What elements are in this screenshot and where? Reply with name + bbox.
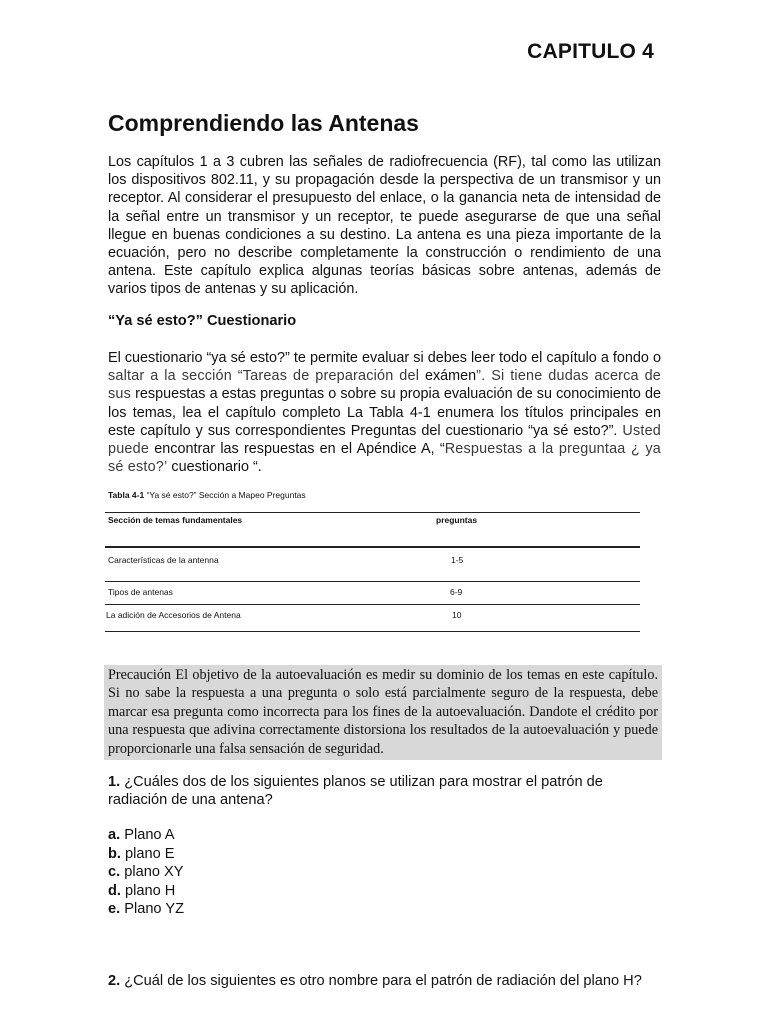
option-c (108, 863, 184, 882)
quiz-intro-text: saltar a la sección “Tareas de preparación del (108, 368, 425, 385)
option-text: Plano A (120, 827, 175, 843)
option-letter: e. (108, 901, 121, 918)
quiz-intro-text: exámen (424, 368, 477, 385)
intro-paragraph: Los capítulos 1 a 3 cubren las señales de radiofrecuencia (RF), tal como las utilizan los dispositivos 802.11, y su propagación desde la perspectiva de un transmisor y un receptor. Al considerar el presupuesto del enlace, o la ganancia neta de intensidad de la señal entre un transmisor y un receptor, te puede asegurarse de que una señal llegue en buenas condiciones a su destino. La antena es una pieza importante de la ecuación, pero no describe completamente la construcción o rendimiento de una antena. Este capítulo explica algunas teorías básicas sobre antenas, además de varios tipos de antenas y su aplicación. (108, 154, 661, 298)
table-rule-top (105, 512, 640, 513)
question-number: 2. (108, 973, 121, 989)
table-cell-section: Características de la antenna (108, 555, 219, 565)
quiz-intro-text: El cuestionario “ya sé esto?” te permite evaluar si debes leer todo el capítulo a fondo o (108, 350, 661, 366)
page-title: Comprendiendo las Antenas (108, 110, 419, 136)
table-header-section: Sección de temas fundamentales (108, 515, 243, 525)
table-cell-questions: 1-5 (451, 555, 464, 565)
table-cell-questions: 10 (452, 610, 462, 620)
table-rule-header (105, 546, 640, 548)
table-rule (105, 604, 640, 605)
option-b (108, 845, 184, 864)
option-letter: c. (108, 864, 121, 881)
quiz-heading: “Ya sé esto?” Cuestionario (108, 313, 297, 329)
quiz-intro-text: respuestas a estas preguntas o sobre su propia evaluación de su conocimiento de los temas, lea el capítulo completo La Tabla 4-1 enumera los títulos principales en este capítulo y sus correspondientes Preguntas del cuestionario “ya sé esto?”. (108, 386, 661, 439)
question-text: ¿Cuál de los siguientes es otro nombre para el patrón de radiación del plano H? (120, 973, 642, 989)
quiz-intro-paragraph (108, 349, 661, 476)
table-cell-questions: 6-9 (450, 587, 463, 597)
caution-box: Precaución El objetivo de la autoevaluación es medir su dominio de los temas en este capítulo. Si no sabe la respuesta a una pregunta o solo está parcialmente seguro de la respuesta, debe marcar esa pregunta como incorrecta para los fines de la autoevaluación. Dandote el crédito por una respuesta que adivina correctamente distorsiona los resultados de la autoevaluación y puede proporcionarle una falsa sensación de seguridad. (104, 665, 662, 760)
question-1-options (108, 826, 184, 919)
option-letter: b. (108, 845, 121, 862)
quiz-intro-text: cuestionario “. (167, 459, 262, 476)
table-header-questions: preguntas (436, 515, 478, 525)
quiz-intro-text: ”. Si tiene dudas acerca de sus (108, 368, 661, 403)
table-rule-bottom (105, 631, 640, 632)
option-a (108, 826, 184, 845)
table-caption (108, 490, 306, 500)
table-rule (105, 581, 640, 582)
quiz-intro-text: Respuestas a la preguntaa ¿ ya sé esto?’ (108, 441, 661, 476)
option-e (108, 900, 184, 919)
table-cell-section: La adición de Accesorios de Antena (106, 610, 241, 620)
question-1 (108, 773, 663, 810)
quiz-intro-text: Usted puede (108, 422, 661, 458)
option-d (108, 882, 184, 901)
option-text: plano E (120, 845, 175, 862)
option-text: plano XY (120, 864, 184, 881)
quiz-intro-text: encontrar las respuestas en el Apéndice A, “ (149, 441, 445, 458)
option-letter: d. (108, 882, 121, 899)
question-2 (108, 972, 663, 990)
table-caption-text: “Ya sé esto?” Sección a Mapeo Preguntas (144, 490, 306, 500)
question-number: 1. (108, 774, 121, 790)
table-cell-section: Tipos de antenas (108, 587, 173, 597)
question-text: ¿Cuáles dos de los siguientes planos se utilizan para mostrar el patrón de radiación de una antena? (108, 774, 603, 809)
chapter-heading: CAPITULO 4 (527, 40, 654, 63)
table-caption-label: Tabla 4-1 (108, 490, 145, 500)
option-text: Plano YZ (120, 901, 184, 918)
option-text: plano H (120, 882, 176, 899)
option-letter: a. (108, 827, 121, 843)
